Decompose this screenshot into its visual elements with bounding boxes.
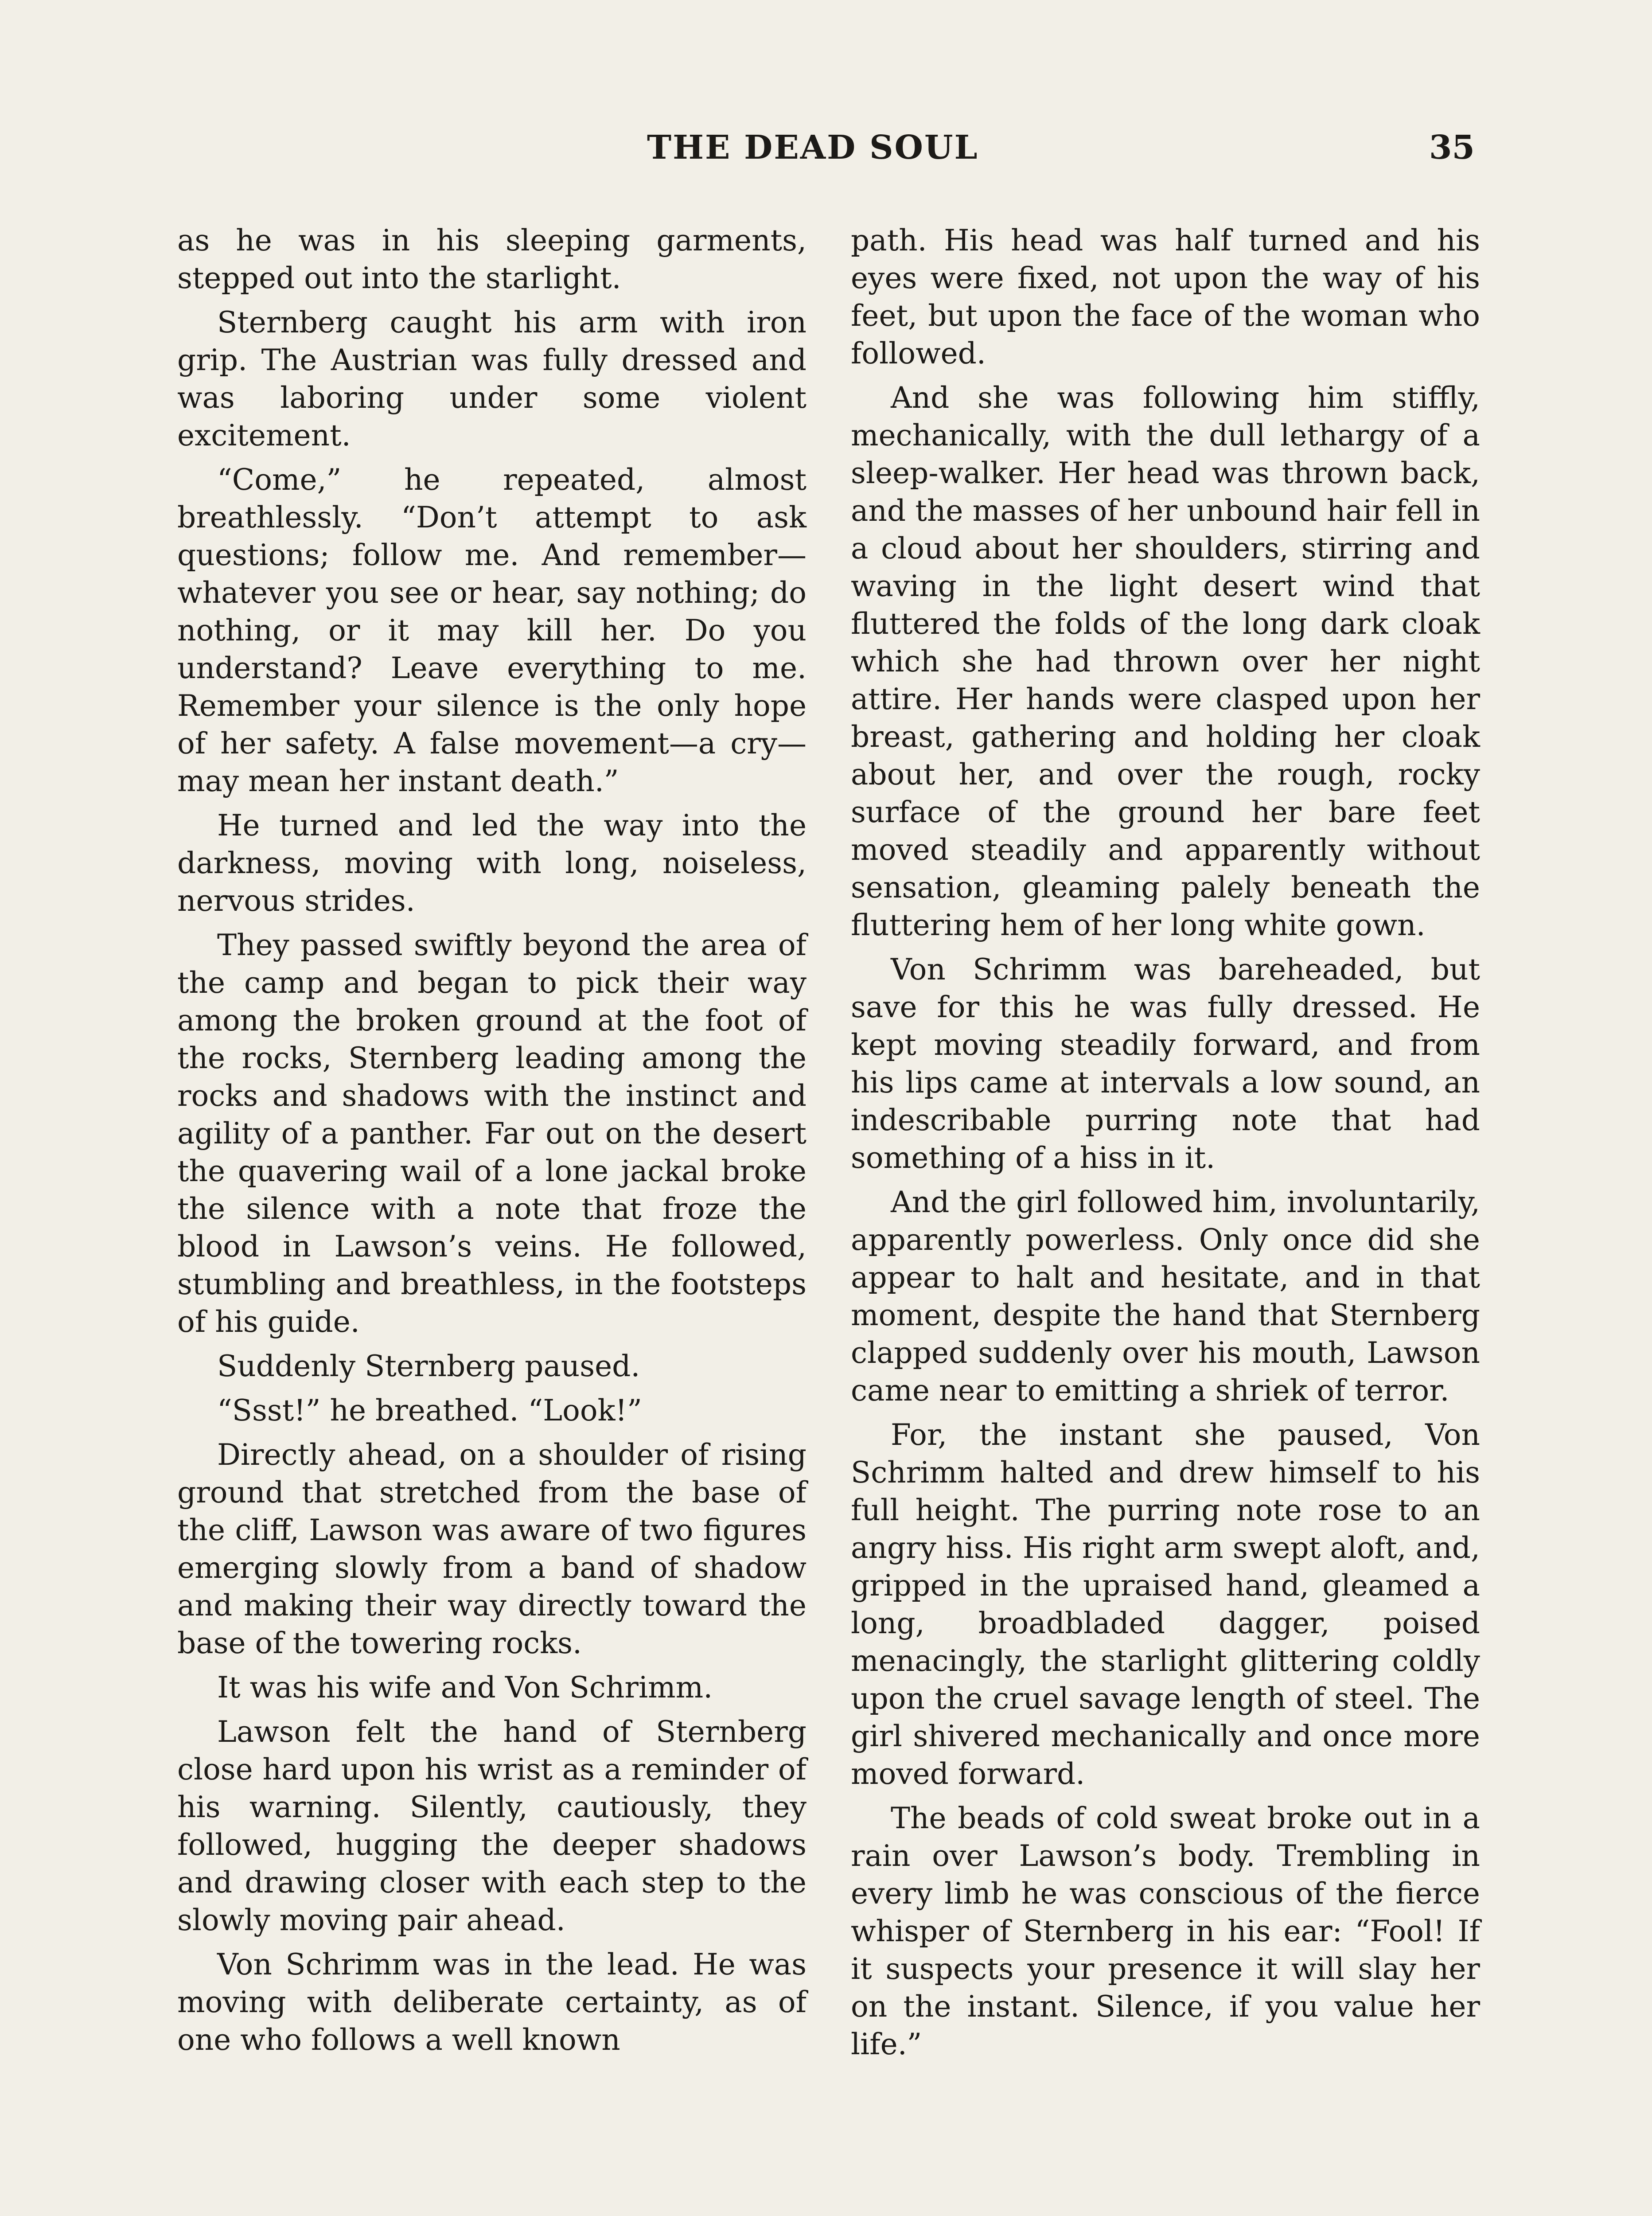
paragraph: path. His head was half turned and his eyes were fixed, not upon the way of his feet, but upon the face of the woman who followed. — [851, 223, 1480, 371]
paragraph: They passed swiftly beyond the area of the camp and began to pick their way among the broken ground at the foot of the rocks, Sternberg leading among the rocks and shadows with the instinct and agility of a panther. Far out on the desert the quavering wail of a lone jackal broke the silence with a note that froze the blood in Lawson’s veins. He followed, stumbling and breathless, in the footsteps of his guide. — [177, 928, 807, 1339]
paragraph: It was his wife and Von Schrimm. — [217, 1670, 713, 1705]
paragraph: For, the instant she paused, Von Schrimm halted and drew himself to his full height. The purring note rose to an angry hiss. His right arm swept aloft, and, gripped in the upraised hand, gleamed a long, broadbladed dagger, poised menacingly, the starlight glittering coldly upon the cruel savage length of steel. The girl shivered mechanically and once more moved forward. — [851, 1418, 1480, 1791]
running-head — [0, 129, 1652, 173]
paragraph: “Ssst!” he breathed. “Look!” — [217, 1393, 642, 1428]
chapter-title: THE DEAD SOUL — [647, 129, 979, 167]
paragraph: as he was in his sleeping garments, stepped out into the starlight. — [177, 223, 807, 295]
paragraph: And the girl followed him, involuntarily, apparently powerless. Only once did she appear to halt and hesitate, and in that moment, despite the hand that Sternberg clapped suddenly over his mouth, Lawson came near to emitting a shriek of terror. — [851, 1185, 1480, 1408]
paragraph: He turned and led the way into the darkness, moving with long, noiseless, nervous strides. — [177, 808, 807, 918]
paragraph: Von Schrimm was bareheaded, but save for this he was fully dressed. He kept moving steadily forward, and from his lips came at intervals a low sound, an indescribable purring note that had something of a hiss in it. — [851, 952, 1480, 1175]
paragraph: Lawson felt the hand of Sternberg close hard upon his wrist as a reminder of his warning. Silently, cautiously, they followed, hugging the deeper shadows and drawing closer with each step to the slowly moving pair ahead. — [177, 1715, 807, 1937]
paragraph: Von Schrimm was in the lead. He was moving with deliberate certainty, as of one who follows a well known — [177, 1947, 807, 2057]
left-column — [177, 222, 807, 2065]
paragraph: “Come,” he repeated, almost breathlessly. “Don’t attempt to ask questions; follow me. And remember—whatever you see or hear, say nothing; do nothing, or it may kill her. Do you understand? Leave everything to me. Remember your silence is the only hope of her safety. A false movement—a cry—may mean her instant death.” — [177, 463, 807, 798]
right-column — [851, 222, 1480, 2070]
paragraph: The beads of cold sweat broke out in a rain over Lawson’s body. Trembling in every limb he was conscious of the fierce whisper of Sternberg in his ear: “Fool! If it suspects your presence it will slay her on the instant. Silence, if you value her life.” — [851, 1801, 1480, 2061]
paragraph: And she was following him stiffly, mechanically, with the dull lethargy of a sleep-walker. Her head was thrown back, and the masses of her unbound hair fell in a cloud about her shoulders, stirring and waving in the light desert wind that fluttered the folds of the long dark cloak which she had thrown over her night attire. Her hands were clasped upon her breast, gathering and holding her cloak about her, and over the rough, rocky surface of the ground her bare feet moved steadily and apparently without sensation, gleaming palely beneath the fluttering hem of her long white gown. — [851, 381, 1480, 942]
paragraph: Sternberg caught his arm with iron grip. The Austrian was fully dressed and was laboring under some violent excitement. — [177, 305, 807, 453]
page-number: 35 — [1429, 129, 1475, 167]
paragraph: Suddenly Sternberg paused. — [217, 1349, 640, 1383]
paragraph: Directly ahead, on a shoulder of rising ground that stretched from the base of the cliff, Lawson was aware of two figures emerging slowly from a band of shadow and making their way directly toward the base of the towering rocks. — [177, 1438, 807, 1660]
